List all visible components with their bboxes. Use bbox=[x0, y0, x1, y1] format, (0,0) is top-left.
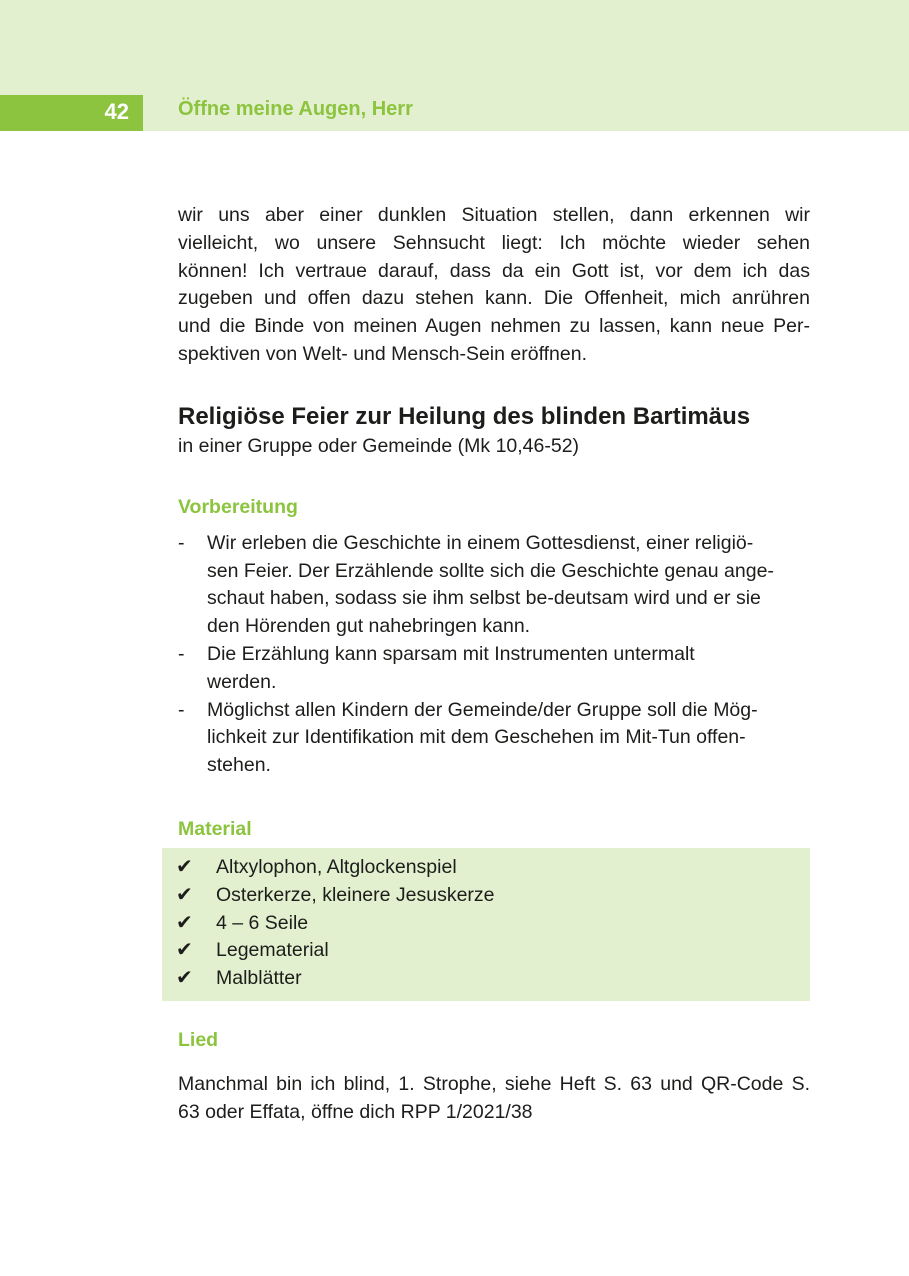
list-item-line: sen Feier. Der Erzählende sollte sich die Geschichte genau ange- bbox=[207, 559, 774, 582]
material-item bbox=[162, 937, 810, 965]
section-title: Religiöse Feier zur Heilung des blinden Bartimäus bbox=[178, 402, 751, 430]
vorbereitung-list bbox=[178, 530, 810, 780]
section-subtitle: in einer Gruppe oder Gemeinde (Mk 10,46-52) bbox=[178, 434, 580, 457]
page-number: 42 bbox=[104, 99, 129, 124]
dash-bullet: - bbox=[178, 642, 185, 665]
material-item bbox=[162, 965, 810, 993]
material-box bbox=[162, 848, 810, 1001]
page-content bbox=[178, 202, 810, 1127]
intro-line: zugeben und offen dazu stehen kann. Die Offenheit, mich anrühren bbox=[178, 287, 810, 310]
lied-line: Manchmal bin ich blind, 1. Strophe, siehe Heft S. 63 und QR-Code S. bbox=[178, 1072, 810, 1095]
list-item-line: schaut haben, sodass sie ihm selbst be-deutsam wird und er sie bbox=[207, 587, 761, 610]
checkmark-icon: ✔ bbox=[176, 967, 193, 990]
intro-paragraph bbox=[178, 202, 810, 369]
material-item bbox=[162, 882, 810, 910]
lied-line: 63 oder Effata, öffne dich RPP 1/2021/38 bbox=[178, 1100, 533, 1123]
dash-bullet: - bbox=[178, 531, 185, 554]
material-heading: Material bbox=[178, 817, 252, 840]
intro-line: spektiven von Welt- und Mensch-Sein eröffnen. bbox=[178, 342, 588, 365]
material-item-label: Altxylophon, Altglockenspiel bbox=[216, 855, 457, 878]
checkmark-icon: ✔ bbox=[176, 855, 193, 878]
checkmark-icon: ✔ bbox=[176, 911, 193, 934]
vorbereitung-heading: Vorbereitung bbox=[178, 495, 298, 518]
list-item bbox=[178, 697, 810, 780]
material-list bbox=[162, 854, 810, 993]
list-item bbox=[178, 641, 810, 697]
list-item-line: Wir erleben die Geschichte in einem Gottesdienst, einer religiö- bbox=[207, 531, 754, 554]
material-item bbox=[162, 854, 810, 882]
checkmark-icon: ✔ bbox=[176, 883, 193, 906]
lied-paragraph bbox=[178, 1071, 810, 1127]
material-item bbox=[162, 910, 810, 938]
material-item-label: Osterkerze, kleinere Jesuskerze bbox=[216, 883, 495, 906]
page-number-box bbox=[0, 95, 143, 131]
list-item-line: Die Erzählung kann sparsam mit Instrumenten untermalt bbox=[207, 642, 695, 665]
running-title: Öffne meine Augen, Herr bbox=[178, 98, 413, 120]
intro-line: können! Ich vertraue darauf, dass da ein Gott ist, vor dem ich das bbox=[178, 259, 810, 282]
material-item-label: Legematerial bbox=[216, 939, 329, 962]
intro-line: und die Binde von meinen Augen nehmen zu lassen, kann neue Per- bbox=[178, 315, 810, 338]
dash-bullet: - bbox=[178, 698, 185, 721]
lied-heading: Lied bbox=[178, 1028, 219, 1051]
intro-line: wir uns aber einer dunklen Situation stellen, dann erkennen wir bbox=[178, 204, 810, 226]
list-item-line: lichkeit zur Identifikation mit dem Geschehen im Mit-Tun offen- bbox=[207, 726, 746, 749]
list-item-line: werden. bbox=[207, 670, 277, 693]
list-item-line: Möglichst allen Kindern der Gemeinde/der Gruppe soll die Mög- bbox=[207, 698, 758, 721]
intro-line: vielleicht, wo unsere Sehnsucht liegt: Ich möchte wieder sehen bbox=[178, 231, 810, 254]
material-item-label: 4 – 6 Seile bbox=[216, 911, 309, 934]
list-item-line: stehen. bbox=[207, 754, 271, 777]
material-item-label: Malblätter bbox=[216, 967, 302, 990]
checkmark-icon: ✔ bbox=[176, 939, 193, 962]
list-item-line: den Hörenden gut nahebringen kann. bbox=[207, 615, 531, 638]
list-item bbox=[178, 530, 810, 641]
